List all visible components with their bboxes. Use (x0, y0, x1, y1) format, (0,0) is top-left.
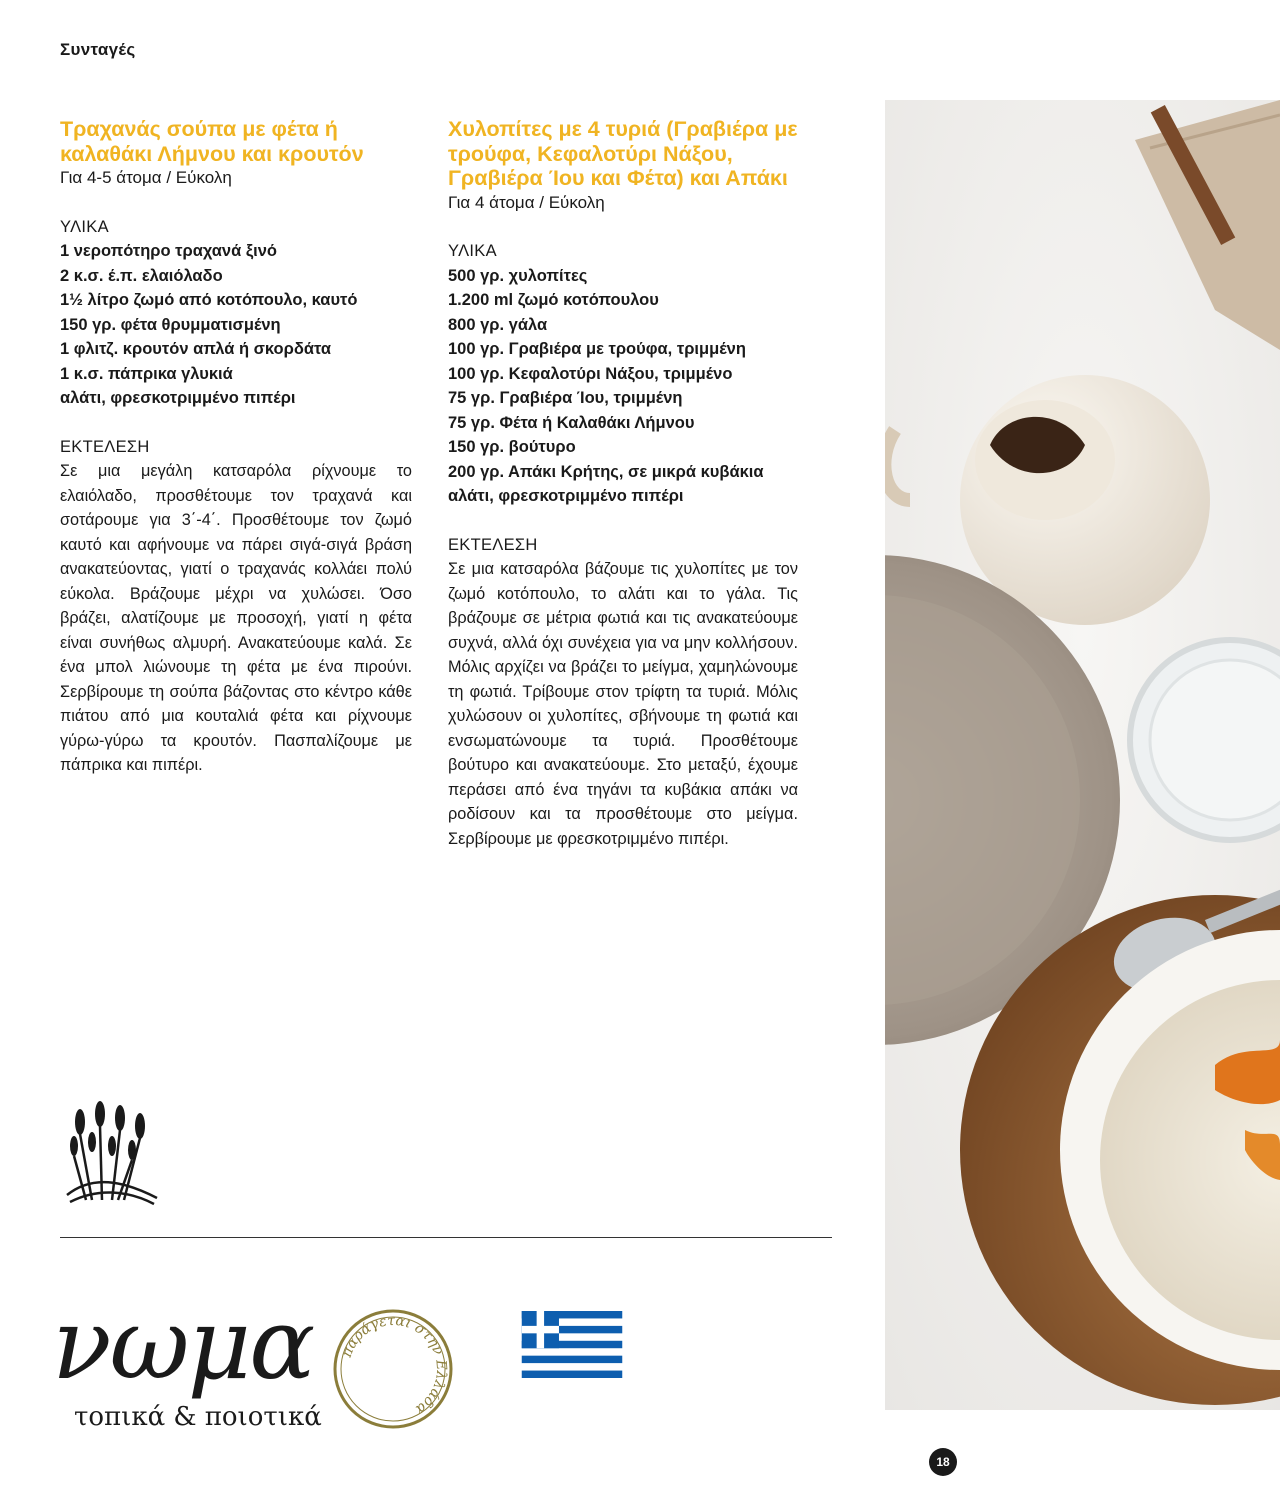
ingredient-item: 1 φλιτζ. κρουτόν απλά ή σκορδάτα (60, 340, 332, 358)
ingredients-list (448, 264, 798, 509)
ingredient-item: αλάτι, φρεσκοτριμμένο πιπέρι (60, 389, 296, 407)
ingredient-item: 1 κ.σ. πάπρικα γλυκιά (60, 364, 233, 383)
recipe-serves: Για 4 άτομα / Εύκολη (448, 192, 605, 212)
ingredients-list (60, 239, 412, 411)
ingredients-heading: ΥΛΙΚΑ (448, 242, 497, 260)
ingredient-item: 100 γρ. Γραβιέρα με τρούφα, τριμμένη (448, 340, 746, 358)
brand-block (52, 1290, 462, 1450)
brand-tagline: τοπικά & ποιοτικά (74, 1402, 322, 1432)
recipe-serves: Για 4-5 άτομα / Εύκολη (60, 168, 232, 187)
ingredient-item: 1 νεροπότηρο τραχανά ξινό (60, 242, 278, 260)
brand-logo: νωμα (52, 1288, 314, 1402)
ingredient-item: 75 γρ. Φέτα ή Καλαθάκι Λήμνου (448, 413, 695, 432)
page-number: 18 (929, 1448, 957, 1476)
ingredient-item: 1½ λίτρο ζωμό από κοτόπουλο, καυτό (60, 291, 358, 309)
method-heading: ΕΚΤΕΛΕΣΗ (448, 535, 538, 554)
method-text: Σε μια κατσαρόλα βάζουμε τις χυλοπίτες με τον ζωμό κοτόπουλο, το αλάτι και το γάλα. Τις βράζουμε σε μέτρια φωτιά και τις ανακατεύουμε συχνά, αλλά όχι συνέχεια για να μην κολλήσουν. Μόλις αρχίζει να βράζει το μείγμα, χαμηλώνουμε τη φωτιά. Τρίβουμε στον τρίφτη τα τυριά. Μόλις χυλώσουν οι χυλοπίτες, σβήνουμε τη φωτιά και ενσωματώνουμε τα τυριά. Προσθέτουμε βούτυρο και ανακατεύουμε. Στο μεταξύ, έχουμε περάσει από ένα τηγάνι τα κυβάκια απάκι να ροδίσουν και τα προσθέτουμε στο μείγμα. Σερβίρουμε με φρεσκοτριμμένο πιπέρι. (448, 560, 798, 848)
recipe-title: Τραχανάς σούπα με φέτα ή καλαθάκι Λήμνου και κρουτόν (60, 117, 364, 166)
ingredient-item: 1.200 ml ζωμό κοτόπουλου (448, 291, 659, 309)
ingredient-item: 150 γρ. βούτυρο (448, 438, 576, 456)
ingredients-heading: ΥΛΙΚΑ (60, 217, 109, 236)
ingredient-item: 500 γρ. χυλοπίτες (448, 266, 588, 285)
recipe-hilopites (448, 117, 798, 851)
ingredient-item: 800 γρ. γάλα (448, 315, 548, 334)
ingredient-item: 100 γρ. Κεφαλοτύρι Νάξου, τριμμένο (448, 364, 733, 383)
method-heading: ΕΚΤΕΛΕΣΗ (60, 437, 150, 456)
ingredient-item: 2 κ.σ. έ.π. ελαιόλαδο (60, 266, 223, 285)
origin-seal (330, 1306, 456, 1432)
recipe-trahanas (60, 117, 412, 778)
recipe-title: Χυλοπίτες με 4 τυριά (Γραβιέρα με τρούφα, Κεφαλοτύρι Νάξου, Γραβιέρα Ίου και Φέτα) και Απάκι (448, 117, 798, 190)
wheat-icon (62, 1100, 162, 1206)
ingredient-item: 200 γρ. Απάκι Κρήτης, σε μικρά κυβάκια (448, 462, 764, 481)
ingredient-item: 75 γρ. Γραβιέρα Ίου, τριμμένη (448, 389, 683, 407)
method-text: Σε μια μεγάλη κατσαρόλα ρίχνουμε το ελαιόλαδο, προσθέτουμε τον τραχανά και σοτάρουμε για 3΄-4΄. Προσθέτουμε τον ζωμό καυτό και αφήνουμε να πάρει σιγά-σιγά βράση ανακατεύοντας, γιατί ο τραχανάς κολλάει πολύ εύκολα. Βράζουμε μέχρι να χυλώσει. Όσο βράζει, αλατίζουμε με προσοχή, γιατί η φέτα είναι συνήθως αλμυρή. Ανακατεύουμε καλά. Σε ένα μπολ λιώνουμε τη φέτα με ένα πιρούνι. Σερβίρουμε τη σούπα βάζοντας στο κέντρο κάθε πιάτου από μια κουταλιά φέτα και ρίχνουμε γύρω-γύρω τα κρουτόν. Πασπαλίζουμε με πάπρικα και πιπέρι. (60, 462, 412, 774)
ingredient-item: 150 γρ. φέτα θρυμματισμένη (60, 315, 281, 334)
section-label: Συνταγές (60, 40, 136, 59)
ingredient-item: αλάτι, φρεσκοτριμμένο πιπέρι (448, 487, 684, 505)
footer-divider (60, 1237, 832, 1238)
greek-flag-icon (505, 1311, 639, 1378)
food-photo (885, 100, 1280, 1410)
food-photo-illustration (885, 100, 1280, 1410)
seal-text: παράγεται στην Ελλάδα (338, 1312, 450, 1418)
